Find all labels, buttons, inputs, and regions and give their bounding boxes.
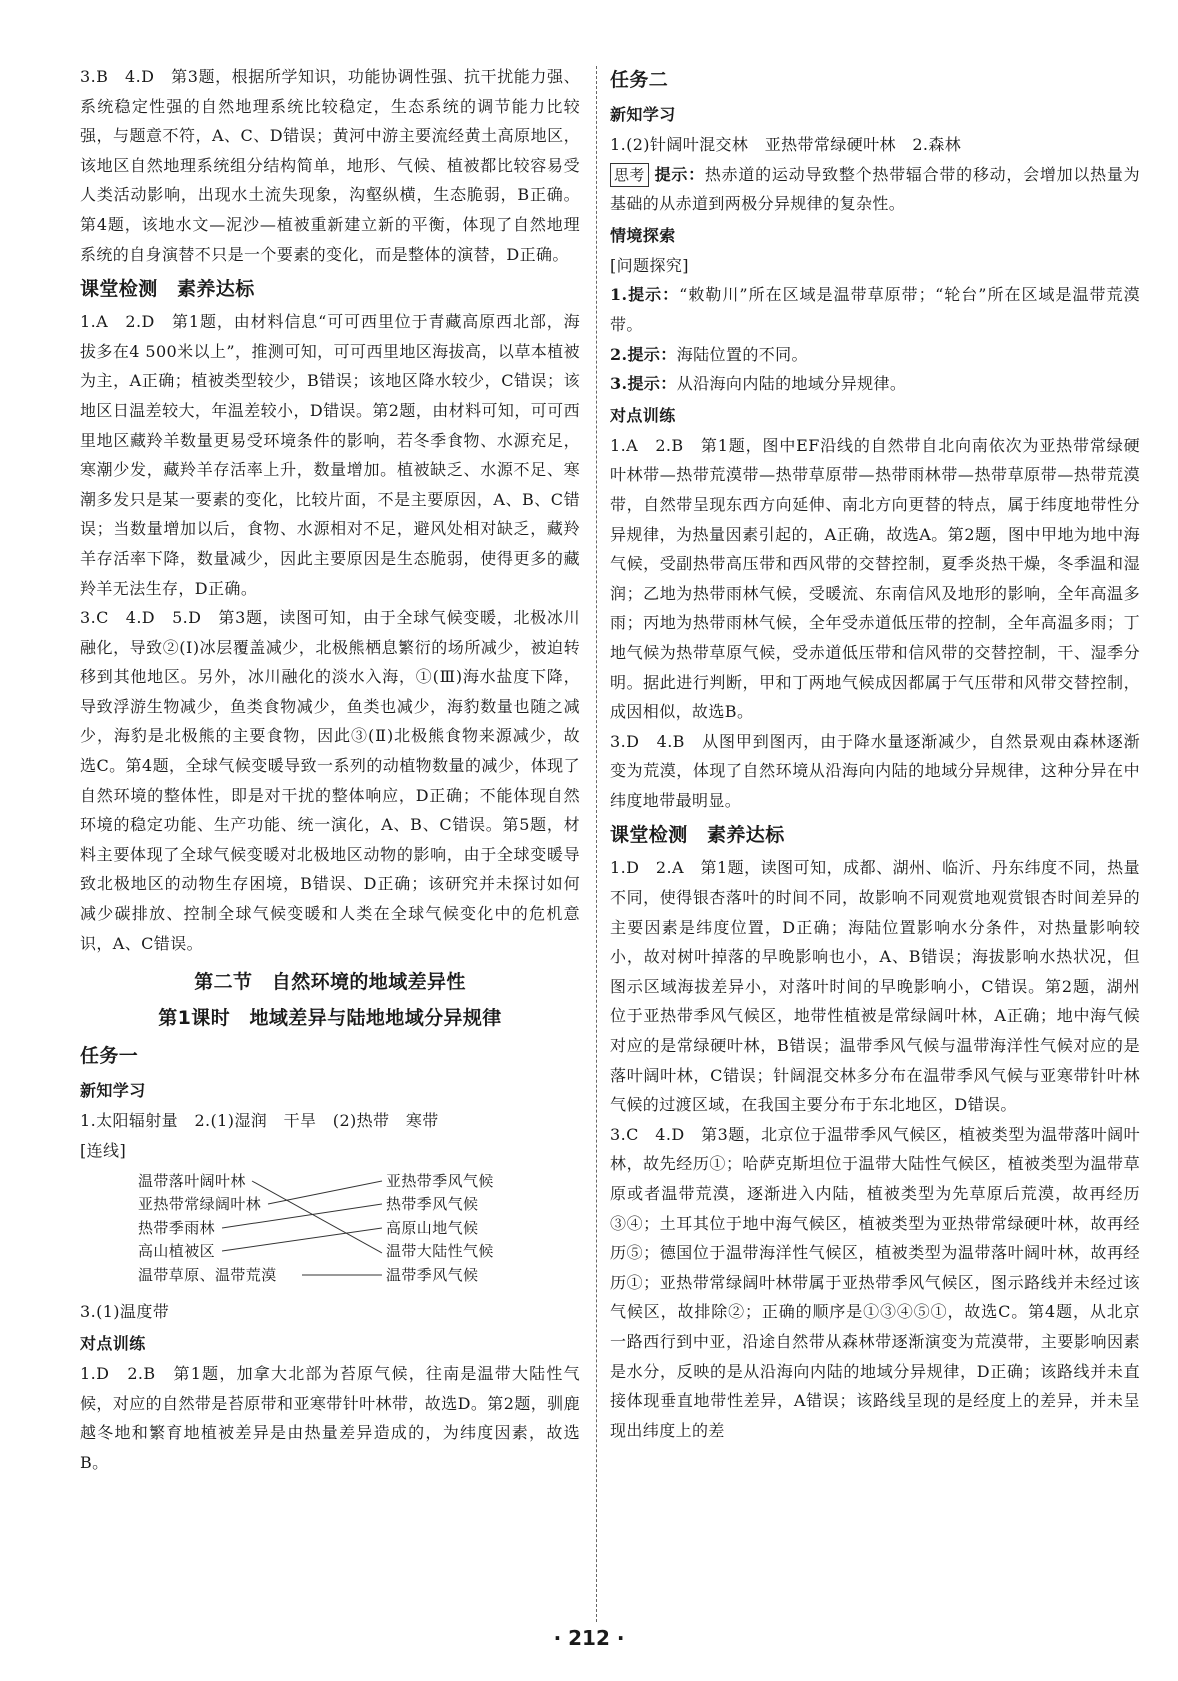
left-column (80, 62, 580, 1477)
paragraph: 3.C 4.D 第3题，北京位于温带季风气候区，植被类型为温带落叶阔叶林，故先经历①；哈萨克斯坦位于温带大陆性气候区，植被类型为温带草原或者温带荒漠，逐渐进入内陆，植被类型为先草原后荒漠，故再经历③④；土耳其位于地中海气候区，植被类型为亚热带常绿硬叶林，故再经历⑤；德国位于温带海洋性气候区，植被类型为温带落叶阔叶林，故再经历①；亚热带常绿阔叶林带属于亚热带季风气候区，图示路线并未经过该气候区，故排除②；正确的顺序是①③④⑤①，故选C。第4题，从北京一路西行到中亚，沿途自然带从森林带逐渐演变为荒漠带，主要影响因素是水分，反映的是从沿海向内陆的地域分异规律，D正确；该路线并未直接体现垂直地带性差异，A错误；该路线呈现的是经度上的差异，并未呈现出纬度上的差 (610, 1124, 1140, 1440)
thinking-tag: 思考 (610, 163, 649, 187)
hint-label: 3.提示： (610, 374, 677, 394)
chapter-title: 第二节 自然环境的地域差异性 (194, 971, 466, 994)
thinking-block (610, 160, 1140, 219)
section-heading: 课堂检测 素养达标 (80, 278, 255, 301)
paragraph: 1.A 2.B 第1题，图中EF沿线的自然带自北向南依次为亚热带常绿硬叶林带—热带荒漠带—热带草原带—热带雨林带—热带草原带—热带荒漠带，自然带呈现东西方向延伸、南北方向更替的特点，属于纬度地带性分异规律，为热量因素引起的，A正确，故选A。第2题，图中甲地为地中海气候，受副热带高压带和西风带的交替控制，夏季炎热干燥，冬季温和湿润；乙地为热带雨林气候，受暖流、东南信风及地形的影响，全年高温多雨；丙地为热带雨林气候，全年受赤道低压带的控制，全年高温多雨；丁地气候为热带草原气候，受赤道低压带和信风带的交替控制，干、湿季分明。据此进行判断，甲和丁两地气候成因都属于气压带和风带交替控制，成因相似，故选B。 (610, 435, 1140, 722)
paragraph: 3.C 4.D 5.D 第3题，读图可知，由于全球气候变暖，北极冰川融化，导致②(Ⅰ)冰层覆盖减少，北极熊栖息繁衍的场所减少，被迫转移到其他地区。另外，冰川融化的淡水入海，①(Ⅲ)海水盐度下降，导致浮游生物减少，鱼类食物减少，鱼类也减少，海豹数量也随之减少，海豹是北极熊的主要食物，因此③(Ⅱ)北极熊食物来源减少，故选C。第4题，全球气候变暖导致一系列的动植物数量的减少，体现了自然环境的整体性，即是对干扰的整体响应，D正确；不能体现自然环境的稳定功能、生产功能、统一演化，A、B、C错误。第5题，材料主要体现了全球气候变暖对北极地区动物的影响，由于全球变暖导致北极地区的动物生存困境，B错误、D正确；该研究并未探讨如何减少碳排放、控制全球气候变暖和人类在全球气候变化中的危机意识，A、C错误。 (80, 608, 580, 953)
match-right-item: 亚热带季风气候 (386, 1172, 494, 1191)
task-heading: 任务一 (80, 1045, 139, 1068)
match-left-item: 温带落叶阔叶林 (138, 1172, 246, 1191)
section-heading: 课堂检测 素养达标 (610, 824, 785, 847)
inquiry-tag: [问题探究] (610, 255, 689, 275)
right-column (610, 62, 1140, 1445)
paragraph: 1.D 2.A 第1题，读图可知，成都、湖州、临沂、丹东纬度不同，热量不同，使得银杏落叶的时间不同，故影响不同观赏地观赏银杏时间差异的主要因素是纬度位置，D正确；海陆位置影响水分条件，对热量影响较小，故对树叶掉落的早晚影响也小，A、B错误；海拔影响水热状况，但图示区域海拔差异小，对落叶时间的早晚影响小，C错误。第2题，湖州位于亚热带季风气候区，地带性植被是常绿阔叶林，A正确；地中海气候对应的是常绿硬叶林，B错误；温带季风气候与温带海洋性气候对应的是落叶阔叶林，C错误；针阔混交林多分布在温带季风气候与亚寒带针叶林气候的过渡区域，在我国主要分布于东北地区，D错误。 (610, 858, 1140, 1115)
hint-text: 热赤道的运动导致整个热带辐合带的移动，会增加以热量为基础的从赤道到两极分异规律的复杂性。 (610, 164, 1140, 214)
match-line (268, 1181, 382, 1204)
paragraph: 3.D 4.B 从图甲到图丙，由于降水量逐渐减少，自然景观由森林逐渐变为荒漠，体现了自然环境从沿海向内陆的地域分异规律，这种分异在中纬度地带最明显。 (610, 731, 1140, 810)
column-divider (596, 66, 597, 1622)
hint-text: 海陆位置的不同。 (676, 344, 808, 364)
lesson-title: 第1课时 地域差异与陆地地域分异规律 (158, 1007, 502, 1030)
match-right-item: 温带大陆性气候 (386, 1242, 494, 1261)
sub-heading: 新知学习 (610, 105, 676, 124)
paragraph: 1.太阳辐射量 2.(1)湿润 干旱 (2)热带 寒带 (80, 1111, 439, 1131)
hint-label: 提示： (654, 164, 705, 184)
answer-item (610, 340, 1140, 370)
page-number: · 212 · (553, 1626, 625, 1650)
match-left-item: 高山植被区 (138, 1242, 216, 1261)
match-left-item: 温带草原、温带荒漠 (138, 1266, 277, 1285)
matching-diagram (80, 1171, 580, 1289)
hint-text: “敕勒川”所在区域是温带草原带；“轮台”所在区域是温带荒漠带。 (610, 285, 1140, 334)
sub-heading: 情境探索 (610, 225, 676, 245)
paragraph: 3.(1)温度带 (80, 1302, 170, 1322)
matching-label: [连线] (80, 1140, 127, 1160)
hint-label: 1.提示： (610, 285, 680, 305)
match-left-item: 热带季雨林 (138, 1219, 216, 1238)
answer-item (610, 369, 1140, 399)
match-right-item: 温带季风气候 (386, 1266, 479, 1285)
match-right-item: 高原山地气候 (386, 1219, 479, 1238)
sub-heading: 对点训练 (80, 1334, 146, 1353)
sub-heading: 新知学习 (80, 1081, 146, 1101)
paragraph: 1.(2)针阔叶混交林 亚热带常绿硬叶林 2.森林 (610, 135, 962, 154)
match-line (252, 1181, 382, 1253)
paragraph: 1.A 2.D 第1题，由材料信息“可可西里位于青藏高原西北部，海拔多在4 500米以上”，推测可知，可可西里地区海拔高，以草本植被为主，A正确；植被类型较少，B错误；该地区降水较少，C错误；该地区日温差较大，年温差较小，D错误。第2题，由材料可知，可可西里地区藏羚羊数量更易受环境条件的影响，若冬季食物、水源充足，寒潮少发，藏羚羊存活率上升，数量增加。植被缺乏、水源不足、寒潮多发只是某一要素的变化，比较片面，不是主要原因，A、B、C错误；当数量增加以后，食物、水源相对不足，避风处相对缺乏，藏羚羊存活率下降，数量减少，因此主要原因是生态脆弱，使得更多的藏羚羊无法生存，D正确。 (80, 312, 580, 598)
task-heading: 任务二 (610, 69, 669, 91)
match-right-item: 热带季风气候 (386, 1195, 479, 1214)
paragraph: 3.B 4.D 第3题，根据所学知识，功能协调性强、抗干扰能力强、系统稳定性强的自然地理系统比较稳定，生态系统的调节能力比较强，与题意不符，A、C、D错误；黄河中游主要流经黄土高原地区，该地区自然地理系统组分结构简单，地形、气候、植被都比较容易受人类活动影响，出现水土流失现象，沟壑纵横，生态脆弱，B正确。第4题，该地水文—泥沙—植被重新建立新的平衡，体现了自然地理系统的自身演替不只是一个要素的变化，而是整体的演替，D正确。 (80, 67, 580, 264)
paragraph: 1.D 2.B 第1题，加拿大北部为苔原气候，往南是温带大陆性气候，对应的自然带是苔原带和亚寒带针叶林带，故选D。第2题，驯鹿越冬地和繁育地植被差异是由热量差异造成的，为纬度因素，故选B。 (80, 1364, 580, 1472)
answer-item (610, 280, 1140, 339)
sub-heading: 对点训练 (610, 405, 676, 425)
match-left-item: 亚热带常绿阔叶林 (138, 1195, 262, 1214)
hint-label: 2.提示： (610, 344, 677, 364)
hint-text: 从沿海向内陆的地域分异规律。 (676, 374, 907, 394)
